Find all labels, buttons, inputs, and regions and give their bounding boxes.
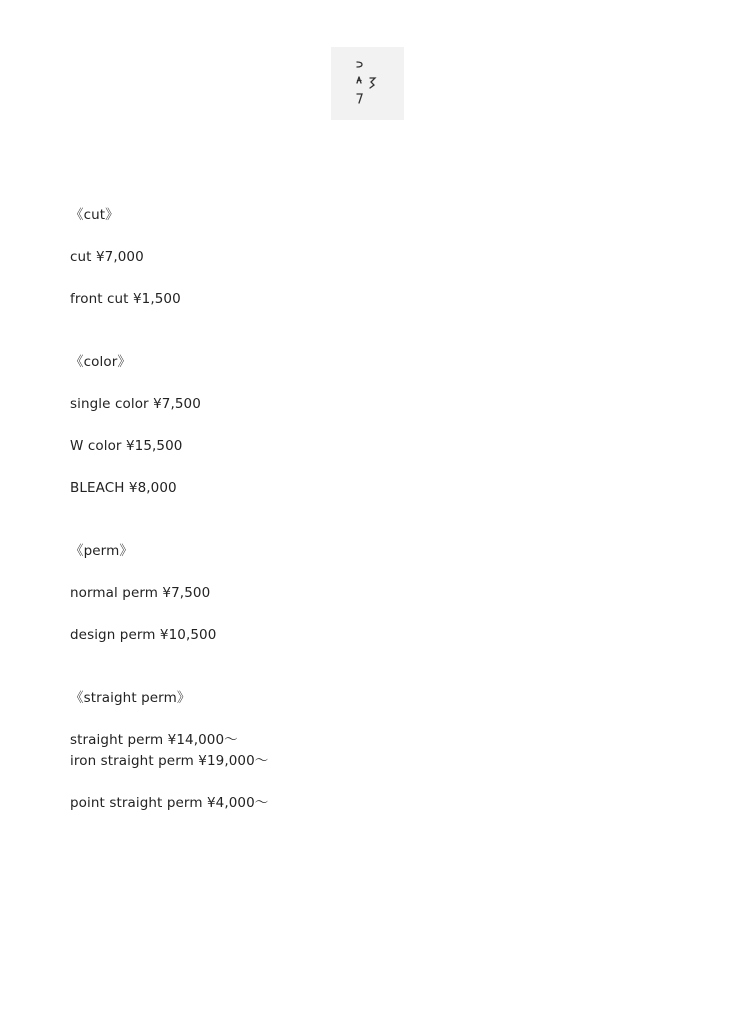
- section-heading-color: 《color》: [70, 354, 131, 370]
- price-item: front cut ¥1,500: [70, 291, 181, 307]
- price-item: BLEACH ¥8,000: [70, 480, 177, 496]
- section-heading-straight-perm: 《straight perm》: [70, 690, 191, 706]
- price-item: single color ¥7,500: [70, 396, 201, 412]
- price-item: normal perm ¥7,500: [70, 585, 211, 601]
- price-item: W color ¥15,500: [70, 438, 183, 454]
- section-heading-cut: 《cut》: [70, 207, 119, 223]
- section-heading-perm: 《perm》: [70, 543, 133, 559]
- price-item: point straight perm ¥4,000～: [70, 795, 269, 811]
- price-item: straight perm ¥14,000～: [70, 732, 238, 748]
- salon-logo[interactable]: [331, 47, 404, 120]
- price-menu: [70, 205, 670, 814]
- price-item: iron straight perm ¥19,000～: [70, 753, 269, 769]
- price-item: design perm ¥10,500: [70, 627, 217, 643]
- price-item: cut ¥7,000: [70, 249, 144, 265]
- salon-logo-glyph-icon: [331, 47, 404, 120]
